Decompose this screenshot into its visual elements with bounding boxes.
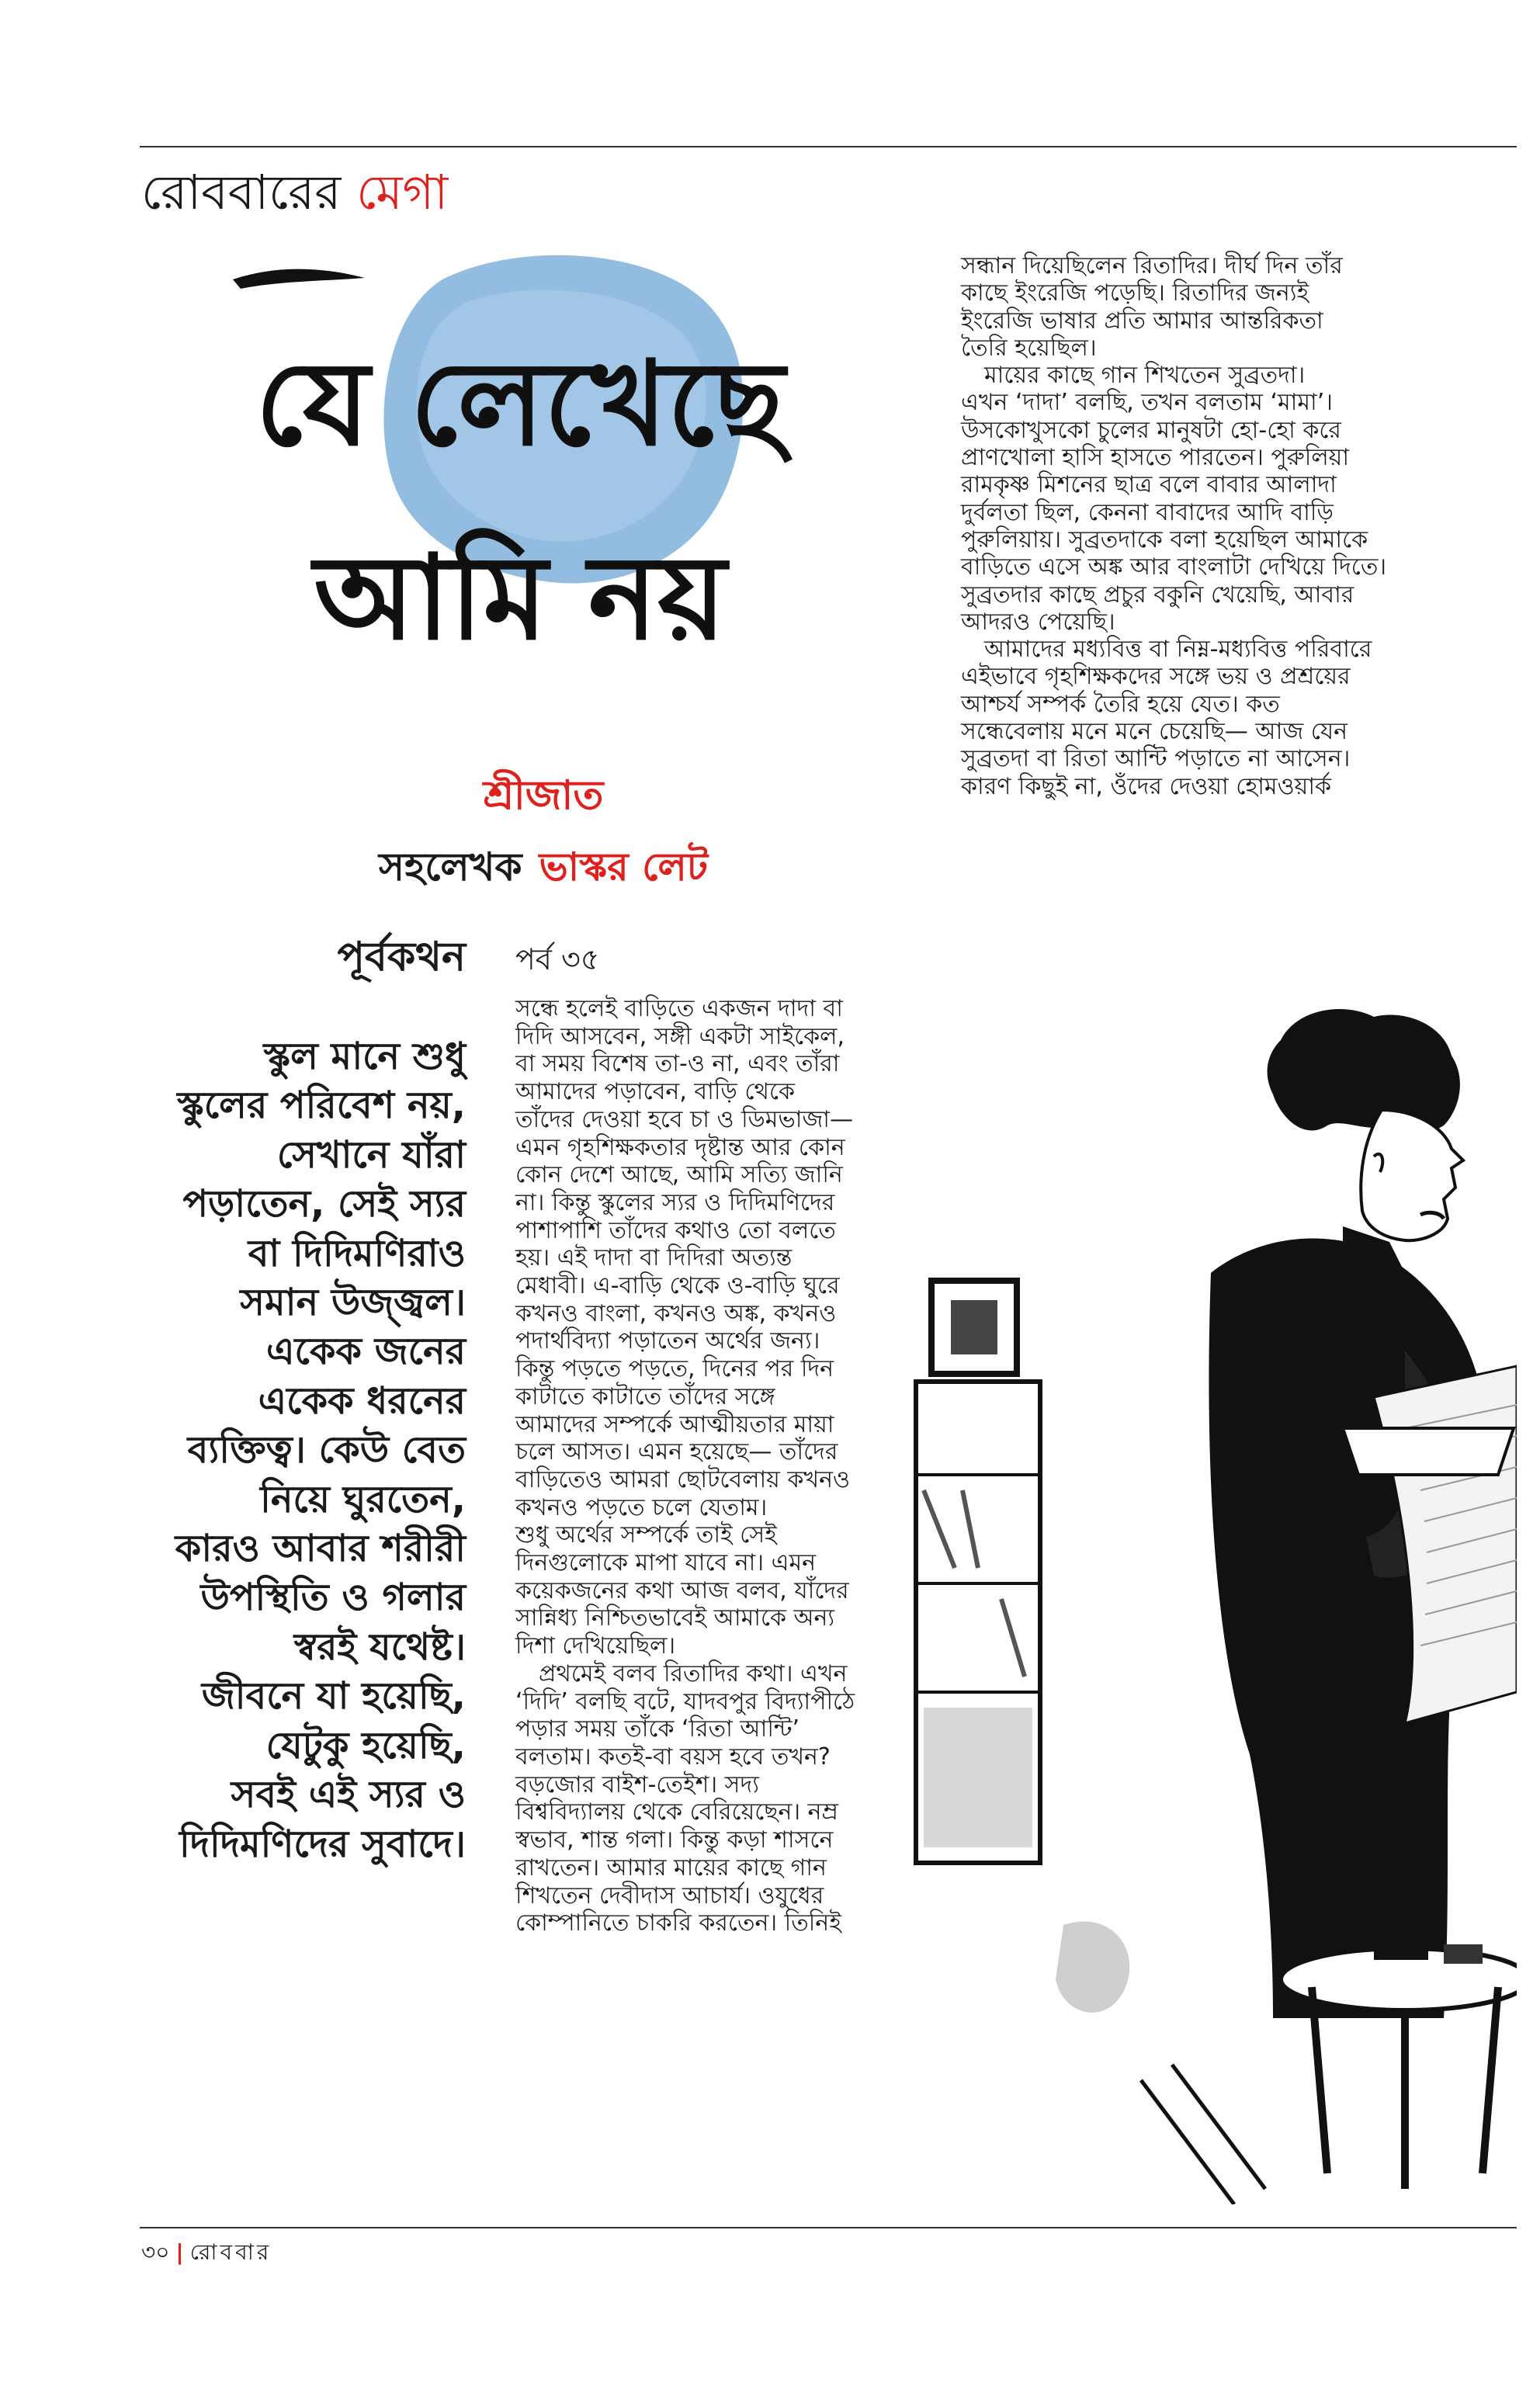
title-line-1: যে লেখেছে <box>255 335 786 472</box>
pull-quote-line: পড়াতেন, সেই স্যর <box>182 1182 466 1226</box>
page-number: ৩০ <box>141 2239 170 2265</box>
body-line: কাছে ইংরেজি পড়েছি। রিতাদির জন্যই <box>961 279 1309 307</box>
body-line: ‘দিদি’ বলছি বটে, যাদবপুর বিদ্যাপীঠে <box>515 1687 855 1715</box>
body-line: পাশাপাশি তাঁদের কথাও তো বলতে <box>515 1216 836 1244</box>
title-artwork <box>186 233 854 730</box>
body-line: এইভাবে গৃহশিক্ষকদের সঙ্গে ভয় ও প্রশ্রয়ের <box>961 663 1351 691</box>
pull-quote-line: যেটুকু হয়েছি, <box>265 1723 466 1767</box>
pull-quote-line: উপস্থিতি ও গলার <box>200 1576 466 1620</box>
body-line: সুব্রতদার কাছে প্রচুর বকুনি খেয়েছি, আবার <box>961 581 1354 609</box>
body-line: কখনও বাংলা, কখনও অঙ্ক, কখনও <box>515 1299 837 1327</box>
pull-quote-line: জীবনে যা হয়েছি, <box>201 1674 466 1718</box>
body-line: দিদি আসবেন, সঙ্গী একটা সাইকেল, <box>515 1022 845 1050</box>
pull-quote-line: স্কুলের পরিবেশ নয়, <box>177 1084 466 1128</box>
pull-quote <box>140 1032 466 1869</box>
body-line: সুব্রতদা বা রিতা আন্টি পড়াতে না আসেন। <box>961 745 1351 773</box>
body-line: রামকৃষ্ণ মিশনের ছাত্র বলে বাবার আলাদা <box>961 471 1337 499</box>
kicker-red: মেগা <box>356 164 449 220</box>
body-line: তৈরি হয়েছিল। <box>961 334 1097 362</box>
body-line: কাটাতে কাটাতে তাঁদের সঙ্গে <box>515 1382 775 1410</box>
body-line: প্রথমেই বলব রিতাদির কথা। এখন <box>539 1659 848 1687</box>
top-rule <box>140 146 1517 147</box>
body-line: কোম্পানিতে চাকরি করতেন। তিনিই <box>515 1909 841 1937</box>
body-line: এখন ‘দাদা’ বলছি, তখন বলতাম ‘মামা’। <box>961 389 1334 417</box>
body-line: সান্নিধ্য নিশ্চিতভাবেই আমাকে অন্য <box>515 1604 835 1632</box>
body-line: সন্ধেবেলায় মনে মনে চেয়েছি— আজ যেন <box>961 718 1348 746</box>
body-line: আমাদের মধ্যবিত্ত বা নিম্ন-মধ্যবিত্ত পরিবারে <box>984 636 1372 664</box>
section-kicker <box>141 160 448 225</box>
pull-quote-line: স্কুল মানে শুধু <box>263 1035 466 1078</box>
body-line: প্রাণখোলা হাসি হাসতে পারতেন। পুরুলিয়া <box>961 444 1350 472</box>
body-line: ইংরেজি ভাষার প্রতি আমার আন্তরিকতা <box>961 307 1323 335</box>
body-line: তাঁদের দেওয়া হবে চা ও ডিমভাজা— <box>515 1105 853 1133</box>
pull-quote-line: সেখানে যাঁরা <box>276 1132 466 1177</box>
body-line: সন্ধান দিয়েছিলেন রিতাদির। দীর্ঘ দিন তাঁর <box>961 252 1343 279</box>
co-author-name: ভাস্কর লেট <box>539 844 708 890</box>
body-line: বা সময় বিশেষ তা-ও না, এবং তাঁরা <box>515 1050 840 1078</box>
body-line: রাখতেন। আমার মায়ের কাছে গান <box>515 1854 827 1881</box>
illustration <box>908 994 1517 2204</box>
body-line: দিনগুলোকে মাপা যাবে না। এমন <box>515 1549 817 1577</box>
pull-quote-line: একেক জনের <box>266 1330 466 1374</box>
body-line: দিশা দেখিয়েছিল। <box>515 1632 676 1660</box>
episode-number: পর্ব ৩৫ <box>515 942 600 976</box>
body-line: বিশ্ববিদ্যালয় থেকে বেরিয়েছেন। নম্র <box>515 1798 838 1826</box>
pull-quote-line: কারও আবার শরীরী <box>175 1527 466 1571</box>
body-line: আমাদের পড়াবেন, বাড়ি থেকে <box>515 1078 795 1106</box>
page-footer <box>141 2237 272 2268</box>
body-line: আমাদের সম্পর্কে আত্মীয়তার মায়া <box>515 1410 834 1438</box>
author-name: শ্রীজাত <box>483 772 604 819</box>
pull-quote-line: সবই এই স্যর ও <box>231 1773 466 1817</box>
body-line: হয়। এই দাদা বা দিদিরা অত্যন্ত <box>515 1244 793 1272</box>
body-line: আদরও পেয়েছি। <box>961 608 1115 636</box>
ink-sketch-man-reading-icon <box>908 994 1517 2204</box>
body-column-1 <box>515 995 919 1937</box>
pull-quote-line: দিদিমণিদের সুবাদে। <box>179 1822 466 1866</box>
co-author-line <box>233 840 854 894</box>
body-line: আশ্চর্য সম্পর্ক তৈরি হয়ে যেত। কত <box>961 690 1280 718</box>
body-line: বাড়িতেও আমরা ছোটবেলায় কখনও <box>515 1465 851 1493</box>
body-line: পড়ার সময় তাঁকে ‘রিতা আন্টি’ <box>515 1715 800 1743</box>
body-line: দুর্বলতা ছিল, কেননা বাবাদের আদি বাড়ি <box>961 498 1334 526</box>
body-line: কিন্তু পড়তে পড়তে, দিনের পর দিন <box>515 1355 834 1383</box>
pull-quote-line: সমান উজ্জ্বল। <box>240 1281 466 1325</box>
pull-quote-line: স্বরই যথেষ্ট। <box>293 1625 466 1669</box>
body-line: বাড়িতে এসে অঙ্ক আর বাংলাটা দেখিয়ে দিতে। <box>961 553 1387 581</box>
body-line: চলে আসত। এমন হয়েছে— তাঁদের <box>515 1438 838 1466</box>
pull-quote-line: নিয়ে ঘুরতেন, <box>260 1477 466 1521</box>
body-line: না। কিন্তু স্কুলের স্যর ও দিদিমণিদের <box>515 1188 835 1216</box>
body-line: বলতাম। কতই-বা বয়স হবে তখন? <box>515 1743 831 1770</box>
body-column-2 <box>961 252 1458 800</box>
body-line: কয়েকজনের কথা আজ বলব, যাঁদের <box>515 1576 849 1604</box>
co-author-label: সহলেখক <box>379 844 522 890</box>
body-line: কখনও পড়তে চলে যেতাম। <box>515 1493 768 1521</box>
kicker-black: রোববারের <box>141 164 342 220</box>
body-line: কারণ কিছুই না, ওঁদের দেওয়া হোমওয়ার্ক <box>961 772 1332 800</box>
body-line: বড়জোর বাইশ-তেইশ। সদ্য <box>515 1770 759 1798</box>
footer-separator: | <box>175 2239 184 2265</box>
title-line-2: আমি নয় <box>314 529 727 666</box>
body-line: উসকোখুসকো চুলের মানুষটা হো-হো করে <box>961 416 1341 444</box>
body-line: পুরুলিয়ায়। সুব্রতদাকে বলা হয়েছিল আমাকে <box>961 525 1368 553</box>
body-line: শিখতেন দেবীদাস আচার্য। ওযুধের <box>515 1881 824 1909</box>
body-line: পদার্থবিদ্যা পড়াতেন অর্থের জন্য। <box>515 1327 820 1355</box>
bottom-rule <box>140 2227 1517 2228</box>
body-line: মেধাবী। এ-বাড়ি থেকে ও-বাড়ি ঘুরে <box>515 1272 840 1300</box>
body-line: এমন গৃহশিক্ষকতার দৃষ্টান্ত আর কোন <box>515 1133 845 1161</box>
body-line: মায়ের কাছে গান শিখতেন সুব্রতদা। <box>984 362 1306 390</box>
magazine-name: রোববার <box>189 2239 272 2265</box>
section-label: পূর্বকথন <box>337 934 466 980</box>
pull-quote-line: ব্যক্তিত্ব। কেউ বেত <box>187 1428 466 1472</box>
pull-quote-line: বা দিদিমণিরাও <box>248 1231 466 1275</box>
body-line: শুধু অর্থের সম্পর্কে তাই সেই <box>515 1521 777 1549</box>
body-line: কোন দেশে আছে, আমি সত্যি জানি <box>515 1161 843 1189</box>
body-line: স্বভাব, শান্ত গলা। কিন্তু কড়া শাসনে <box>515 1826 834 1854</box>
pull-quote-line: একেক ধরনের <box>258 1379 466 1423</box>
body-line: সন্ধে হলেই বাড়িতে একজন দাদা বা <box>515 995 843 1022</box>
